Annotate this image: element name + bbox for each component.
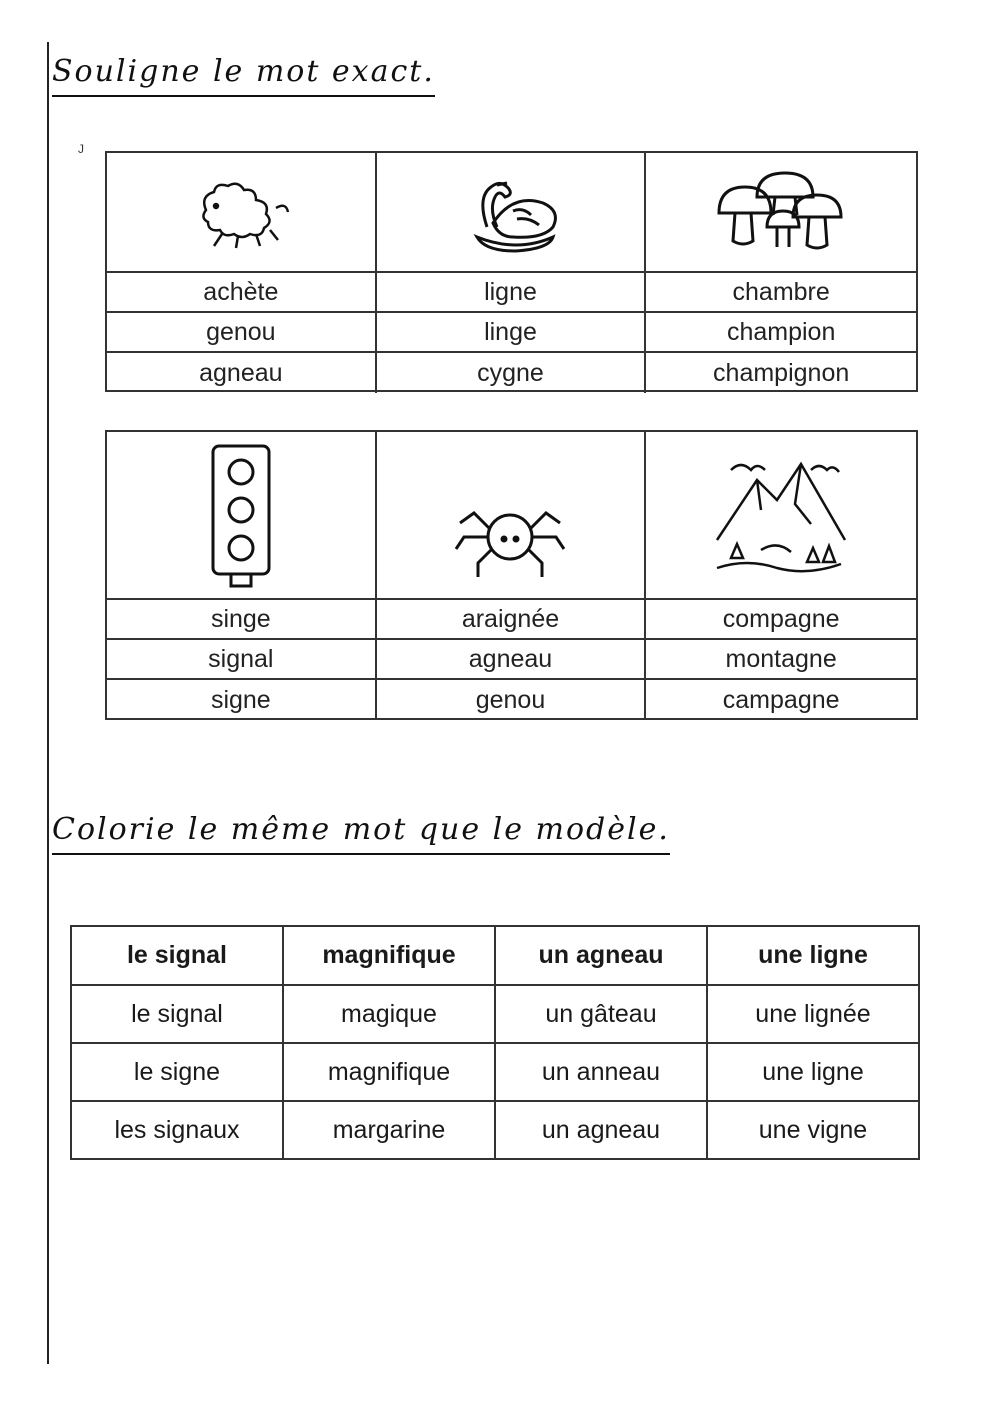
- word-option[interactable]: signal: [107, 640, 377, 678]
- picture-row: [107, 153, 916, 273]
- word-row: [107, 273, 916, 313]
- word-option[interactable]: genou: [107, 313, 377, 351]
- word-row: [107, 680, 916, 720]
- word-cell[interactable]: magique: [283, 985, 495, 1043]
- word-cell[interactable]: une vigne: [707, 1101, 919, 1159]
- picture-cell-lamb: [107, 153, 377, 271]
- word-cell[interactable]: le signe: [71, 1043, 283, 1101]
- word-option[interactable]: champion: [726, 317, 836, 346]
- table-row: [71, 985, 919, 1043]
- word-option[interactable]: campagne: [722, 685, 840, 714]
- word-cell[interactable]: un gâteau: [495, 985, 707, 1043]
- word-option[interactable]: araignée: [377, 600, 647, 638]
- mushrooms-icon: [711, 167, 851, 257]
- word-row: [107, 640, 916, 680]
- word-cell[interactable]: les signaux: [71, 1101, 283, 1159]
- picture-row: [107, 432, 916, 600]
- word-option[interactable]: montagne: [725, 644, 837, 673]
- model-word: une ligne: [707, 926, 919, 985]
- word-option[interactable]: linge: [377, 313, 647, 351]
- model-row: [71, 926, 919, 985]
- swan-icon: [455, 167, 565, 257]
- picture-cell-swan: [377, 153, 647, 271]
- word-cell[interactable]: margarine: [283, 1101, 495, 1159]
- word-option[interactable]: chambre: [732, 277, 830, 306]
- word-cell[interactable]: une ligne: [707, 1043, 919, 1101]
- word-option[interactable]: ligne: [377, 273, 647, 311]
- model-word: magnifique: [283, 926, 495, 985]
- picture-cell-traffic-light: [107, 432, 377, 598]
- word-option[interactable]: agneau: [107, 353, 377, 393]
- word-cell[interactable]: une lignée: [707, 985, 919, 1043]
- traffic-light-icon: [201, 440, 281, 590]
- word-cell[interactable]: le signal: [71, 985, 283, 1043]
- picture-cell-mushrooms: [646, 153, 916, 271]
- word-option[interactable]: agneau: [377, 640, 647, 678]
- table-row: [71, 1043, 919, 1101]
- margin-line: [47, 42, 49, 1364]
- section-heading-underline: Souligne le mot exact.: [52, 54, 435, 97]
- section-heading-color: Colorie le même mot que le modèle.: [52, 812, 670, 855]
- word-option[interactable]: achète: [107, 273, 377, 311]
- picture-cell-mountain: [646, 432, 916, 598]
- tick-mark: J: [78, 142, 84, 156]
- word-picture-grid-2: [105, 430, 918, 720]
- picture-cell-spider: [377, 432, 647, 598]
- word-option[interactable]: champignon: [713, 358, 850, 387]
- word-cell[interactable]: magnifique: [283, 1043, 495, 1101]
- word-option[interactable]: cygne: [377, 353, 647, 393]
- word-option[interactable]: signe: [107, 680, 377, 720]
- word-row: [107, 313, 916, 353]
- word-option[interactable]: compagne: [722, 604, 840, 633]
- model-word: un agneau: [495, 926, 707, 985]
- model-word: le signal: [71, 926, 283, 985]
- word-cell[interactable]: un agneau: [495, 1101, 707, 1159]
- spider-icon: [450, 485, 570, 585]
- word-row: [107, 353, 916, 393]
- word-picture-grid-1: [105, 151, 918, 392]
- lamb-icon: [186, 172, 296, 252]
- word-option[interactable]: singe: [107, 600, 377, 638]
- color-word-table: [70, 925, 920, 1160]
- word-option[interactable]: genou: [377, 680, 647, 720]
- table-row: [71, 1101, 919, 1159]
- mountain-icon: [711, 450, 851, 580]
- word-cell[interactable]: un anneau: [495, 1043, 707, 1101]
- word-row: [107, 600, 916, 640]
